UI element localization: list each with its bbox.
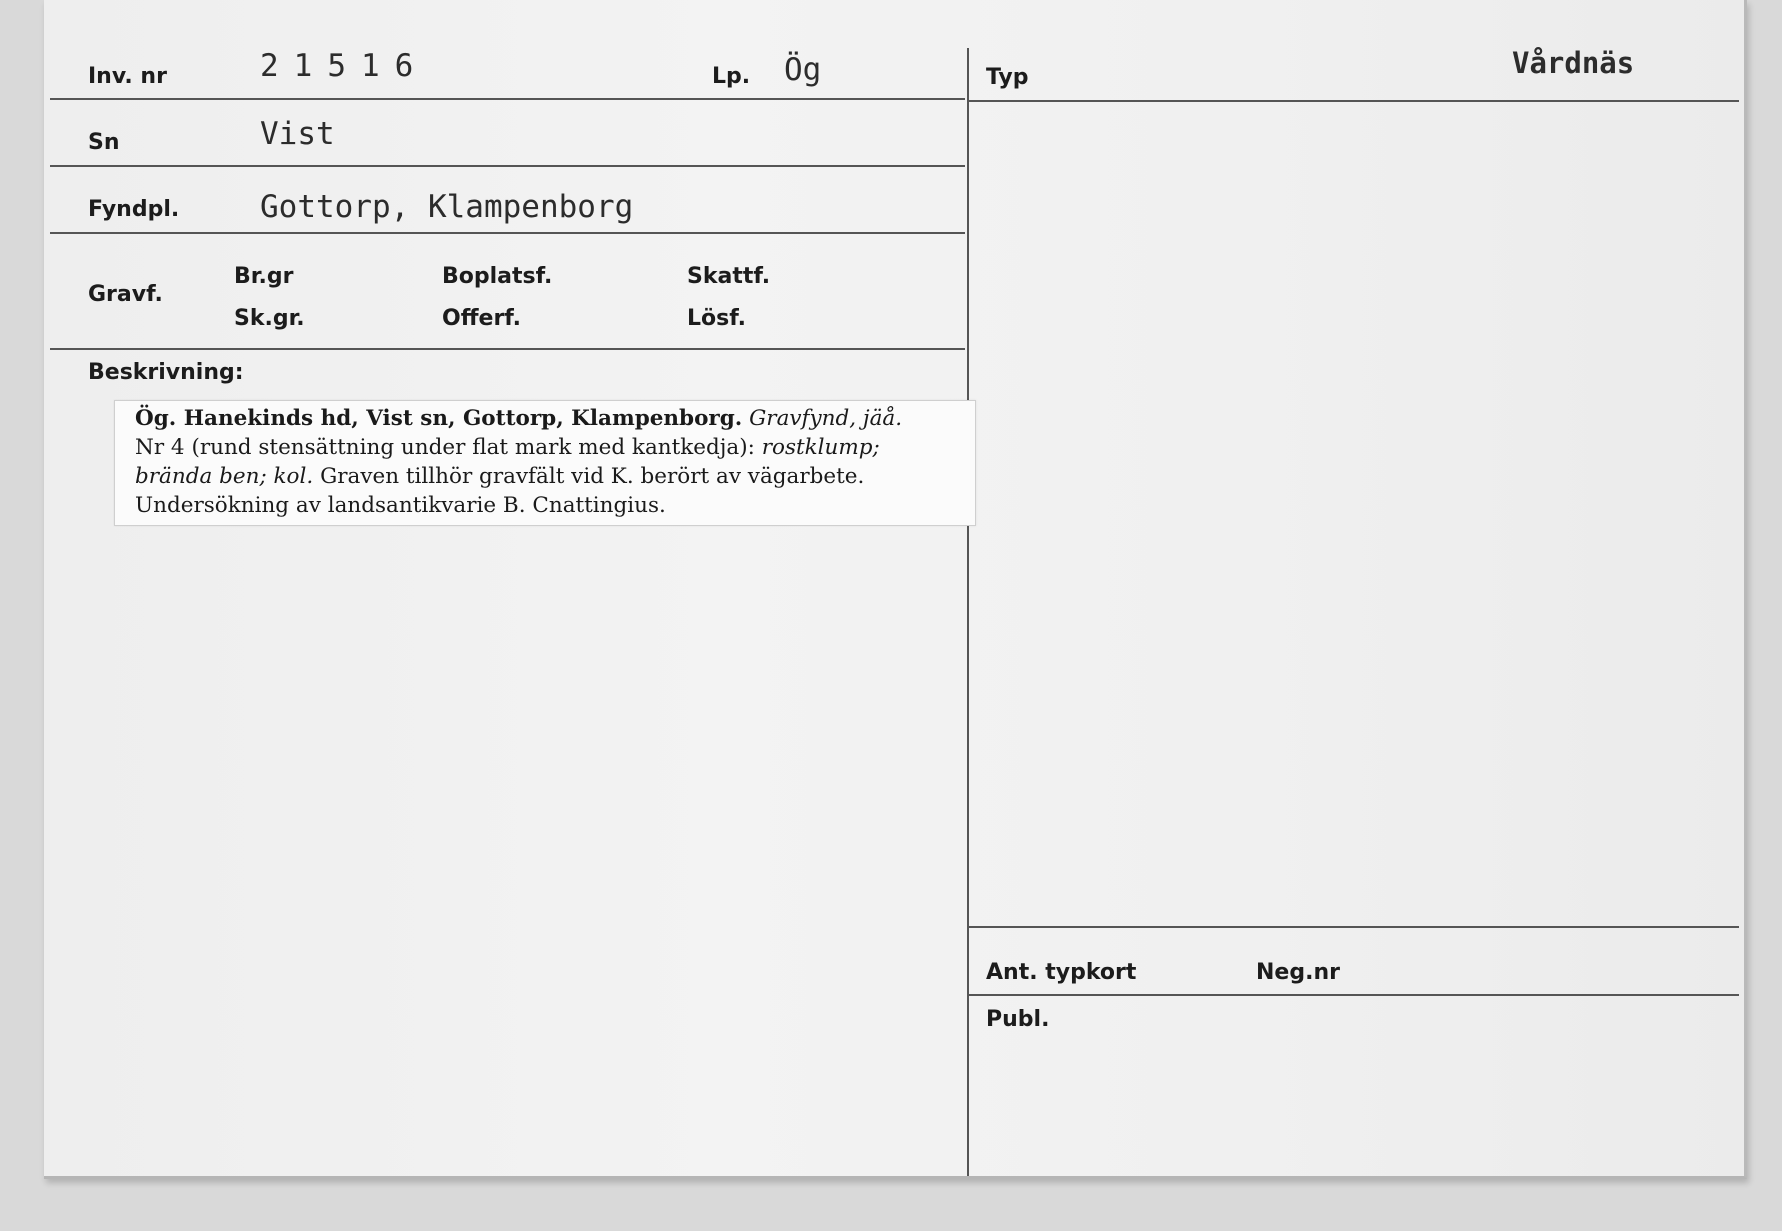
description-line-1-italic: Gravfynd, jäå. — [749, 406, 903, 431]
divider-fyndpl — [50, 232, 965, 234]
divider-antal — [969, 926, 1739, 928]
divider-sn — [50, 165, 965, 167]
description-line-2 — [135, 435, 880, 460]
sn-label: Sn — [88, 130, 120, 155]
divider-inv — [50, 98, 965, 100]
losf-label: Lösf. — [687, 306, 746, 331]
description-line-3 — [135, 464, 864, 489]
boplatsf-label: Boplatsf. — [442, 264, 553, 289]
neg-nr-label: Neg.nr — [1256, 960, 1340, 985]
description-line-4 — [135, 493, 666, 518]
description-line-2-italic: rostklump; — [761, 435, 880, 460]
typ-label: Typ — [986, 65, 1029, 90]
ant-typkort-label: Ant. typkort — [986, 960, 1137, 985]
inv-nr-label: Inv. nr — [88, 64, 167, 89]
skattf-label: Skattf. — [687, 264, 771, 289]
typ-value: Vårdnäs — [1512, 46, 1635, 80]
catalog-card — [44, 0, 1747, 1179]
lp-label: Lp. — [712, 64, 751, 89]
divider-typ — [969, 100, 1739, 102]
description-line-3-text: Graven tillhör gravfält vid K. berört av vägarbete. — [320, 464, 865, 489]
divider-publ — [969, 994, 1739, 996]
description-line-4-text: Undersökning av landsantikvarie B. Cnattingius. — [135, 493, 666, 518]
gravf-label: Gravf. — [88, 282, 163, 307]
beskrivning-label: Beskrivning: — [88, 360, 244, 385]
description-line-2-text: Nr 4 (rund stensättning under flat mark med kantkedja): — [135, 435, 755, 460]
sn-value: Vist — [260, 116, 335, 152]
sk-gr-label: Sk.gr. — [234, 306, 305, 331]
description-line-3-italic: brända ben; kol. — [135, 464, 314, 489]
center-divider — [967, 48, 969, 1176]
divider-gravf — [50, 348, 965, 350]
publ-label: Publ. — [986, 1007, 1050, 1032]
fyndpl-value: Gottorp, Klampenborg — [260, 189, 634, 225]
description-clipping — [114, 400, 976, 526]
lp-value: Ög — [784, 52, 822, 88]
description-line-1-bold: Ög. Hanekinds hd, Vist sn, Gottorp, Klampenborg. — [135, 406, 743, 431]
fyndpl-label: Fyndpl. — [88, 197, 180, 222]
offerf-label: Offerf. — [442, 306, 522, 331]
description-line-1 — [135, 406, 902, 431]
inv-nr-value: 21516 — [260, 48, 429, 84]
br-gr-label: Br.gr — [234, 264, 294, 289]
